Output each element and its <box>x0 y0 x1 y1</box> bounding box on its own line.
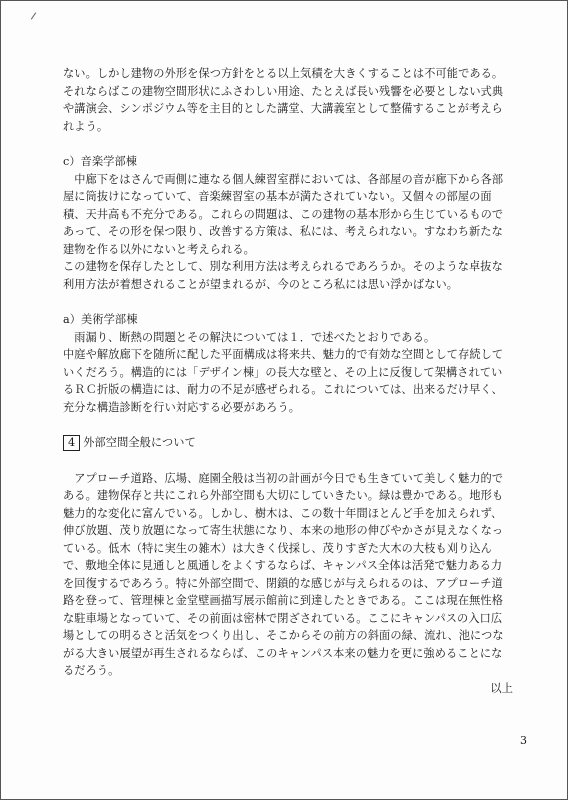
section-4-heading <box>63 434 513 452</box>
section-a-paragraph-1: 雨漏り、断熱の問題とその解決については１．で述べたとおりである。 <box>74 330 436 344</box>
section-number-box: 4 <box>63 435 80 451</box>
page-content <box>63 65 513 697</box>
section-4-title: 外部空間全般について <box>83 436 196 449</box>
closing-mark: 以上 <box>490 681 513 695</box>
scan-mark <box>31 12 36 19</box>
section-c-paragraph-1: 中廊下をはさんで両側に連なる個人練習室群においては、各部屋の音が廊下から各部屋に筒抜けになっていて、音楽練習室の基本が満たされていない。又個々の部屋の面積、天井高も不充分である。これらの問題は、この建物の基本形から生じているものであって、その形を保つ限り、改善する方策は、私には、考えられない。すなわち新たな建物を作る以外にないと考えられる。 <box>63 172 504 256</box>
section-b-continuation: ない。しかし建物の外形を保つ方針をとる以上気積を大きくすることは不可能である。それならばこの建物空間形状にふさわしい用途、たとえば長い残響を必要としない式典や講演会、シンポジウム等を主目的とした講堂、大講義室として整備することが考えられよう。 <box>63 67 504 133</box>
section-4-paragraph: アプローチ道路、広場、庭園全般は当初の計画が今日でも生きていて美しく魅力的である。建物保存と共にこれら外部空間も大切にしていきたい。緑は豊かである。地形も魅力的な変化に富んでいる。しかし、樹木は、この数十年間ほとんど手を加えられず、伸び放題、茂り放題になって寄生状態になり、本来の地形の伸びやかさが見えなくなっている。低木（特に実生の雑木）は大きく伐採し、茂りすぎた大木の大枝も刈り込んで、敷地全体に見通しと風通しをよくするならば、キャンパス全体は活発で魅力ある力を回復するであろう。特に外部空間で、閉鎖的な感じが与えられるのは、アプローチ道路を登って、管理棟と金堂壁画描写展示館前に到達したときである。ここは現在無性格な駐車場となっていて、その前面は密林で閉ざされている。ここにキャンパスの入口広場としての明るさと活気をつくり出し、そこからその前方の斜面の緑、流れ、池につながる大きい展望が再生されるならば、このキャンパス本来の魅力を更に強めることになるだろう。 <box>63 471 504 677</box>
section-a-paragraph-2: 中庭や解放廊下を随所に配した平面構成は将来共、魅力的で有効な空間として存続していくだろう。構造的には「デザイン棟」の長大な壁と、その上に反復して架構されているＲＣ折版の構造には、耐力の不足が感ぜられる。これについては、出来るだけ早く、充分な構造診断を行い対応する必要があろう。 <box>63 348 504 414</box>
section-c-heading: c）音楽学部棟 <box>63 155 138 168</box>
section-a-heading: a）美術学部棟 <box>63 313 138 326</box>
page-number: 3 <box>520 734 527 747</box>
section-c-paragraph-2: この建物を保存したとして、別な利用方法は考えられるであろうか。そのような卓抜な利用方法が着想されることが望まれるが、今のところ私には思い浮かばない。 <box>63 260 503 291</box>
